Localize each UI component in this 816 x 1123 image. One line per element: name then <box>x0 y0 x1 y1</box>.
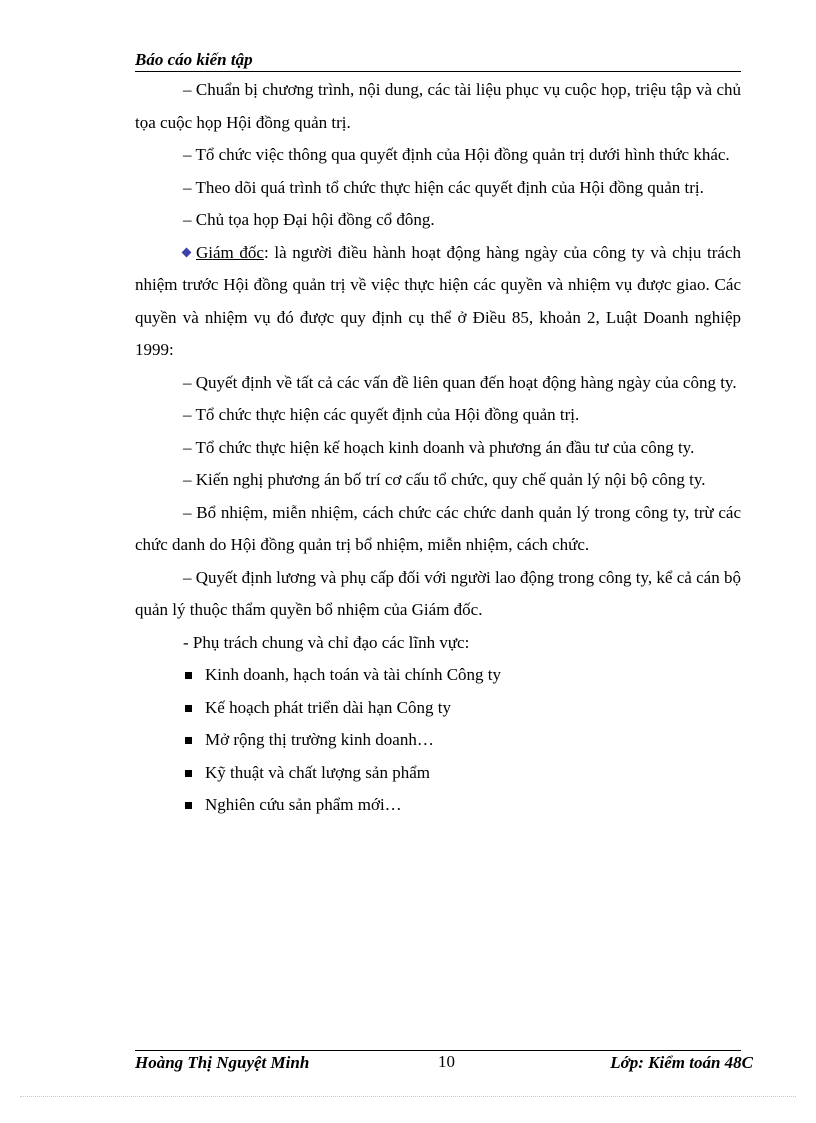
square-bullet-icon <box>185 737 192 744</box>
list-item <box>135 789 741 822</box>
square-bullet-icon <box>185 705 192 712</box>
list-item-text: Kỹ thuật và chất lượng sản phẩm <box>205 762 430 782</box>
director-label: Giám đốc <box>196 242 264 262</box>
list-item <box>135 757 741 790</box>
paragraph: – Tổ chức việc thông qua quyết định của Hội đồng quản trị dưới hình thức khác. <box>183 145 730 164</box>
header-title: Báo cáo kiến tập <box>135 50 253 69</box>
list-item-text: Kinh doanh, hạch toán và tài chính Công ty <box>205 665 502 684</box>
page-edge-divider <box>20 1096 796 1097</box>
paragraph: – Chuẩn bị chương trình, nội dung, các tài liệu phục vụ cuộc họp, triệu tập và chủ tọa cuộc họp Hội đồng quản trị. <box>135 80 741 132</box>
square-bullet-icon <box>185 770 192 777</box>
list-item-text: Nghiên cứu sản phẩm mới… <box>205 795 402 814</box>
square-bullet-icon <box>185 672 192 679</box>
diamond-bullet-icon <box>182 247 192 257</box>
duty-item: – Tổ chức thực hiện các quyết định của Hội đồng quản trị. <box>183 405 580 424</box>
footer-author: Hoàng Thị Nguyệt Minh <box>135 1053 310 1072</box>
footer-class: Lớp: Kiểm toán 48C <box>610 1053 753 1072</box>
list-item-text: Kế hoạch phát triển dài hạn Công ty <box>205 697 451 717</box>
duty-item: – Quyết định về tất cả các vấn đề liên quan đến hoạt động hàng ngày của công ty. <box>183 372 737 392</box>
duty-item: – Quyết định lương và phụ cấp đối với người lao động trong công ty, kể cả cán bộ quản lý thuộc thẩm quyền bổ nhiệm của Giám đốc. <box>135 567 741 619</box>
list-item <box>135 724 741 757</box>
square-bullet-icon <box>185 802 192 809</box>
director-text: : là người điều hành hoạt động hàng ngày của công ty và chịu trách nhiệm trước Hội đồng quản trị về việc thực hiện các quyền và nhiệm vụ được giao. Các quyền và nhiệm vụ đó được quy định cụ thể ở Điều 85, khoản 2, Luật Doanh nghiệp 1999: <box>135 242 741 359</box>
footer-divider <box>135 1050 741 1051</box>
paragraph: – Chủ tọa họp Đại hội đồng cổ đông. <box>183 210 435 229</box>
list-item <box>135 692 741 725</box>
responsibility-intro: - Phụ trách chung và chỉ đạo các lĩnh vực: <box>183 632 470 652</box>
page-number: 10 <box>438 1052 455 1071</box>
duty-item: – Kiến nghị phương án bố trí cơ cấu tổ chức, quy chế quản lý nội bộ công ty. <box>183 470 706 489</box>
list-item <box>135 659 741 692</box>
paragraph: – Theo dõi quá trình tổ chức thực hiện các quyết định của Hội đồng quản trị. <box>183 177 704 197</box>
director-paragraph <box>135 237 741 367</box>
list-item-text: Mở rộng thị trường kinh doanh… <box>205 730 434 749</box>
duty-item: – Bổ nhiệm, miễn nhiệm, cách chức các chức danh quản lý trong công ty, trừ các chức danh do Hội đồng quản trị bổ nhiệm, miễn nhiệm, cách chức. <box>135 502 741 554</box>
duty-item: – Tổ chức thực hiện kế hoạch kinh doanh và phương án đầu tư của công ty. <box>183 437 695 457</box>
page-header <box>135 50 741 72</box>
page-footer <box>135 1053 753 1077</box>
document-body <box>135 74 741 822</box>
